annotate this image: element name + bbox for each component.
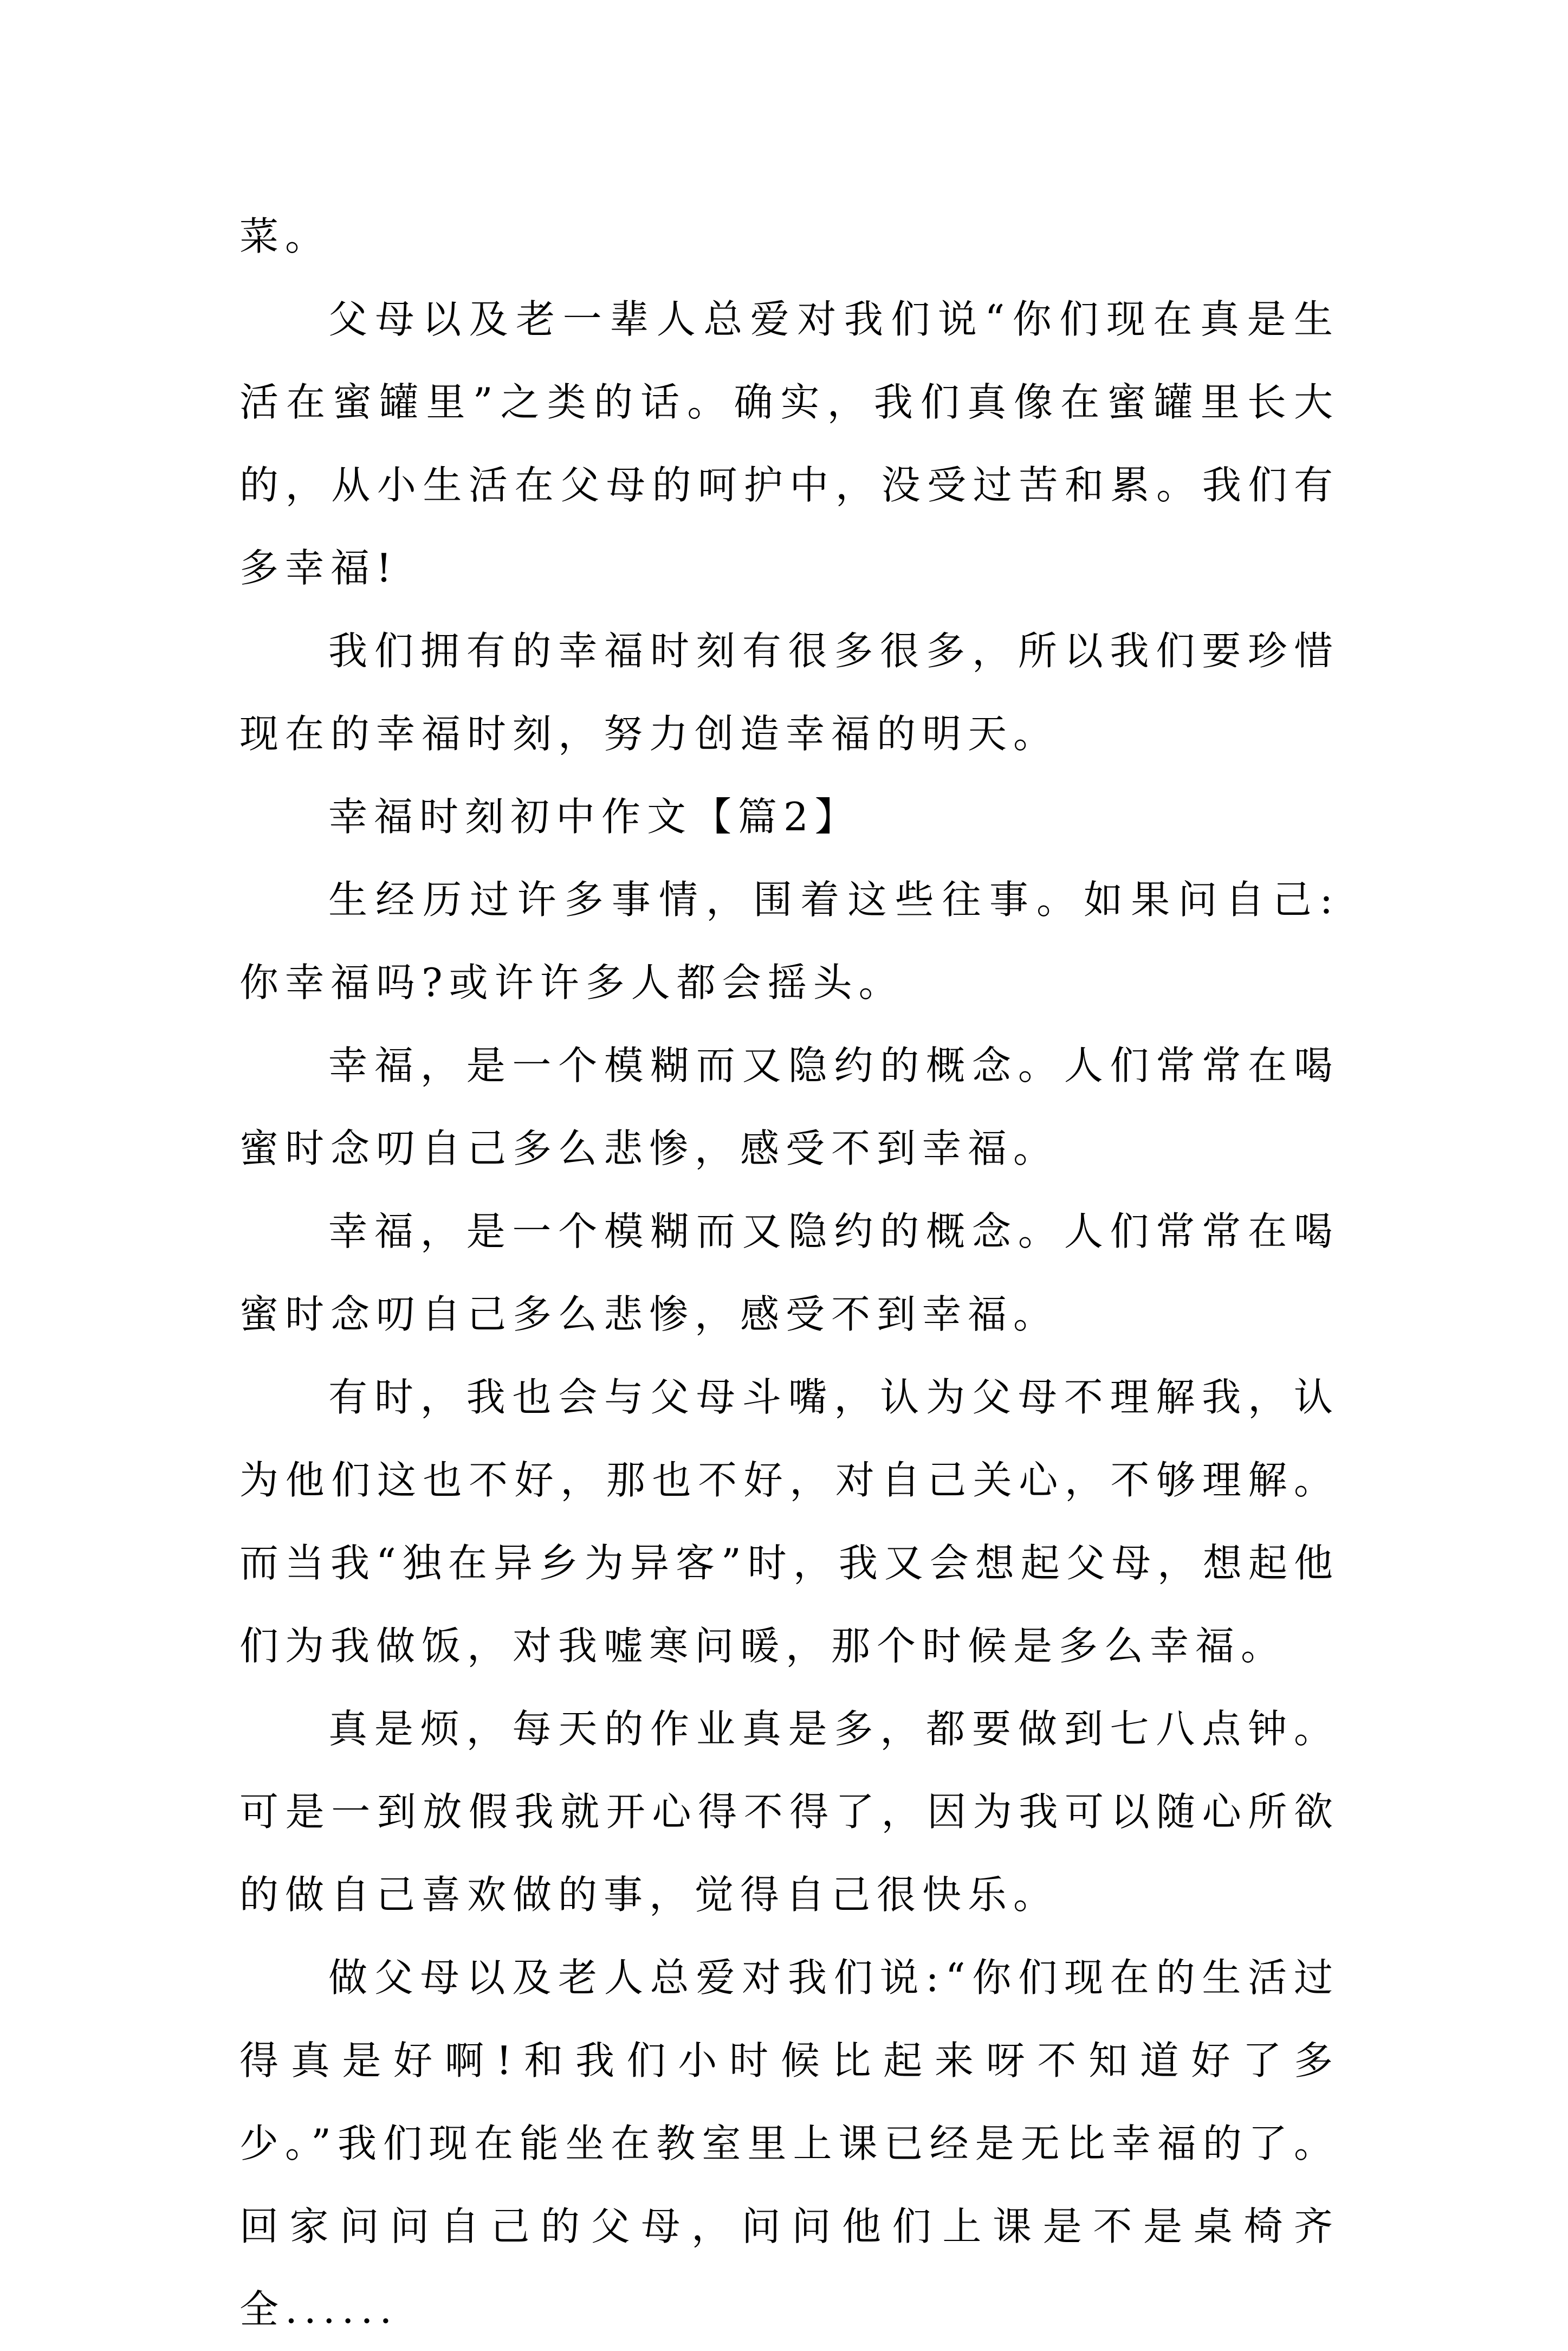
section-heading: 幸福时刻初中作文【篇2】: [328, 794, 860, 839]
paragraph: 我们拥有的幸福时刻有很多很多，所以我们要珍惜现在的幸福时刻，努力创造幸福的明天。: [239, 628, 1339, 757]
paragraph: 幸福，是一个模糊而又隐约的概念。人们常常在喝蜜时念叨自己多么悲惨，感受不到幸福。: [239, 1043, 1339, 1171]
document-page: [239, 195, 1339, 2351]
paragraph: 有时，我也会与父母斗嘴，认为父母不理解我，认为他们这也不好，那也不好，对自己关心，不够理解。而当我“独在异乡为异客”时，我又会想起父母，想起他们为我做饭，对我嘘寒问暖，那个时候是多么幸福。: [239, 1374, 1339, 1669]
paragraph: 生经历过许多事情，围着这些往事。如果问自己:你幸福吗?或许许多人都会摇头。: [239, 877, 1339, 1005]
paragraph: 父母以及老一辈人总爱对我们说“你们现在真是生活在蜜罐里”之类的话。确实，我们真像在蜜罐里长大的，从小生活在父母的呵护中，没受过苦和累。我们有多幸福!: [239, 296, 1339, 591]
paragraph: 做父母以及老人总爱对我们说:“你们现在的生活过得真是好啊!和我们小时候比起来呀不知道好了多少。”我们现在能坐在教室里上课已经是无比幸福的了。回家问问自己的父母，问问他们上课是不是桌椅齐全......: [239, 1955, 1339, 2332]
paragraph-continuation: 菜。: [239, 214, 331, 259]
paragraph: 真是烦，每天的作业真是多，都要做到七八点钟。可是一到放假我就开心得不得了，因为我可以随心所欲的做自己喜欢做的事，觉得自己很快乐。: [239, 1706, 1339, 1917]
paragraph: 幸福，是一个模糊而又隐约的概念。人们常常在喝蜜时念叨自己多么悲惨，感受不到幸福。: [239, 1209, 1339, 1337]
